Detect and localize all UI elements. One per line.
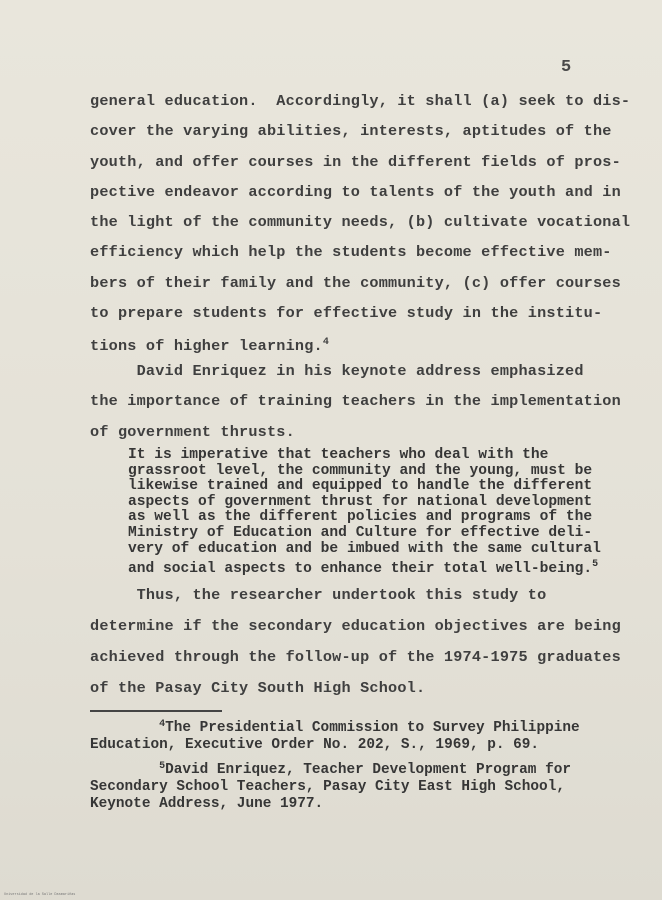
footnote-divider [90, 710, 222, 712]
body-paragraph: David Enriquez in his keynote address emphasized the importance of training teachers in the implementation of government thrusts. [90, 362, 621, 441]
body-paragraph [90, 86, 631, 362]
footnote-mark: 4 [159, 719, 166, 730]
footnote-reference: 4 [322, 337, 330, 349]
footnote-text: David Enriquez, Teacher Development Program for Secondary School Teachers, Pasay City East High School, Keynote Address, June 1977. [90, 762, 571, 812]
footnote [90, 758, 610, 813]
footnote-indent [90, 762, 159, 778]
body-paragraph: Thus, the researcher undertook this study to determine if the secondary education objectives are being achieved through the follow-up of the 1974-1975 graduates of the Pasay City South High School. [90, 586, 621, 697]
footnote-text: The Presidential Commission to Survey Philippine Education, Executive Order No. 202, S., 1969, p. 69. [90, 720, 580, 753]
block-quote [128, 448, 608, 578]
footnote-indent [90, 720, 159, 736]
quote-text: It is imperative that teachers who deal with the grassroot level, the community and the young, must be likewise trained and equipped to handle the different aspects of government thrust for national development as well as the different policies and programs of the Ministry of Education and Culture for effective deli- very of education and be imbued with the same cultural and social aspects to enhance their total well-being. [128, 447, 601, 578]
page-number: 5 [561, 58, 572, 77]
scan-edge-note: Universidad de la Salle Dasmariñas [4, 893, 76, 897]
footnote-mark: 5 [159, 761, 166, 772]
footnote [90, 716, 610, 754]
footnote-reference: 5 [592, 559, 599, 571]
paragraph-text: general education. Accordingly, it shall (a) seek to dis- cover the varying abilities, interests, aptitudes of the youth, and offer courses in the different fields of pros- pective endeavor according to talents of the youth and in the light of the community needs, (b) cultivate vocational efficiency which help the students become effective mem- bers of their family and the community, (c) offer courses to prepare students for effective study in the institu- tions of higher learning. [90, 92, 631, 356]
